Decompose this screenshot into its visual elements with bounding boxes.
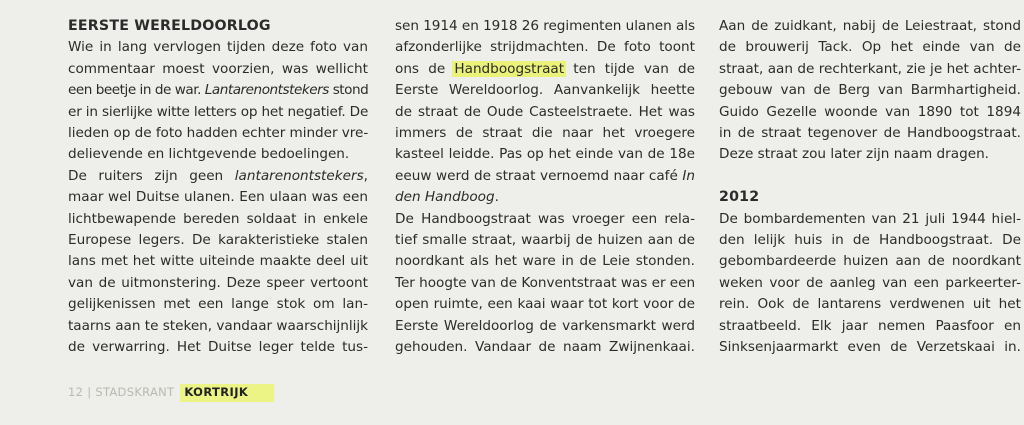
text-line: De ruiters zijn geen lantarenontstekers, — [68, 167, 368, 184]
text-line: een beetje in de war. Lantarenontstekers stond — [68, 82, 369, 99]
text-line: noordkant als het ware in de Leie stonden. — [395, 253, 695, 270]
text-line: Eerste Wereldoorlog. Aanvankelijk heette — [395, 82, 695, 99]
text-line: immers de straat die naar het vroegere — [395, 125, 695, 142]
article-column-3 — [719, 16, 1021, 358]
text-line: Ter hoogte van de Konventstraat was er een — [395, 274, 696, 291]
text-line: Guido Gezelle woonde van 1890 tot 1894 — [719, 103, 1021, 120]
text-line: delievende en lichtgevende bedoelingen. — [68, 146, 350, 163]
section-heading-eerste-wereldoorlog: EERSTE WERELDOORLOG — [68, 18, 271, 34]
text-line: de verwarring. Het Duitse leger telde tus- — [68, 339, 368, 356]
text-line: Sinksenjaarmarkt even de Verzetskaai in. — [719, 339, 1021, 356]
text-line: Europese legers. De karakteristieke stalen — [68, 232, 368, 249]
text-line: er in sierlijke witte letters op het negatief. De — [68, 103, 369, 120]
text-line: sen 1914 en 1918 26 regimenten ulanen als — [395, 18, 695, 34]
text-line: commentaar moest voorzien, was wellicht — [68, 60, 368, 77]
publication-brand: KORTRIJK — [180, 384, 274, 402]
text-line: gelijkenissen met een lange stok om lan- — [68, 296, 368, 313]
text-line: maar wel Duitse ulanen. Een ulaan was een — [68, 189, 368, 206]
text-line: De bombardementen van 21 juli 1944 hiel- — [719, 210, 1021, 227]
text-line: lieden op de foto hadden echter minder vre- — [68, 125, 369, 142]
paragraph-gap — [719, 166, 1021, 187]
section-heading-2012: 2012 — [719, 189, 760, 206]
text-line: lichtbewapende bereden soldaat in enkele — [68, 210, 368, 227]
text-line: taarns aan te steken, vandaar waarschijnlijk — [68, 317, 368, 334]
publication-label: STADSKRANT — [95, 385, 175, 399]
text-line: Deze straat zou later zijn naam dragen. — [719, 146, 990, 163]
text-line: straatbeeld. Elk jaar nemen Paasfoor en — [719, 317, 1021, 334]
text-line: open ruimte, een kaai waar tot kort voor de — [395, 296, 695, 313]
text-line: Eerste Wereldoorlog de varkensmarkt werd — [395, 317, 695, 334]
text-line: weken voor de aanleg van een parkeerter- — [719, 274, 1021, 291]
page-footer — [68, 385, 274, 399]
text-line: den lelijk huis in de Handboogstraat. De — [719, 232, 1021, 249]
article-column-1 — [68, 16, 368, 359]
text-line: in de straat tegenover de Handboogstraat. — [719, 125, 1021, 142]
article-column-2 — [395, 16, 695, 359]
text-line: de brouwerij Tack. Op het einde van de — [719, 39, 1021, 56]
text-line: gehouden. Vandaar de naam Zwijnenkaai. — [395, 339, 695, 356]
text-line: ons de Handboogstraat ten tijde van de — [395, 60, 695, 77]
text-line: lans met het witte uiteinde maakte deel uit — [68, 253, 368, 270]
text-line: de straat de Oude Casteelstraete. Het was — [395, 103, 695, 120]
text-line: afzonderlijke strijdmachten. De foto toont — [395, 39, 695, 56]
text-line: kasteel leidde. Pas op het einde van de 18e — [395, 146, 695, 163]
text-line: gebombardeerde huizen aan de noordkant — [719, 253, 1021, 270]
page-number: 12 — [68, 385, 84, 399]
text-line: Wie in lang vervlogen tijden deze foto van — [68, 39, 368, 56]
text-line: van de uitmonstering. Deze speer vertoont — [68, 274, 368, 291]
text-line: tief smalle straat, waarbij de huizen aan de — [395, 232, 695, 249]
text-line: De Handboogstraat was vroeger een rela- — [395, 210, 695, 227]
text-line: den Handboog. — [395, 189, 499, 206]
text-line: eeuw werd de straat vernoemd naar café In — [395, 167, 695, 184]
footer-separator: | — [87, 385, 92, 399]
text-line: gebouw van de Berg van Barmhartigheid. — [719, 82, 1021, 99]
highlighted-street-name: Handboogstraat — [454, 60, 565, 77]
text-line: straat, aan de rechterkant, zie je het achter- — [719, 60, 1021, 77]
text-line: rein. Ook de lantarens verdwenen uit het — [719, 296, 1021, 313]
text-line: Aan de zuidkant, nabij de Leiestraat, stond — [719, 18, 1021, 34]
